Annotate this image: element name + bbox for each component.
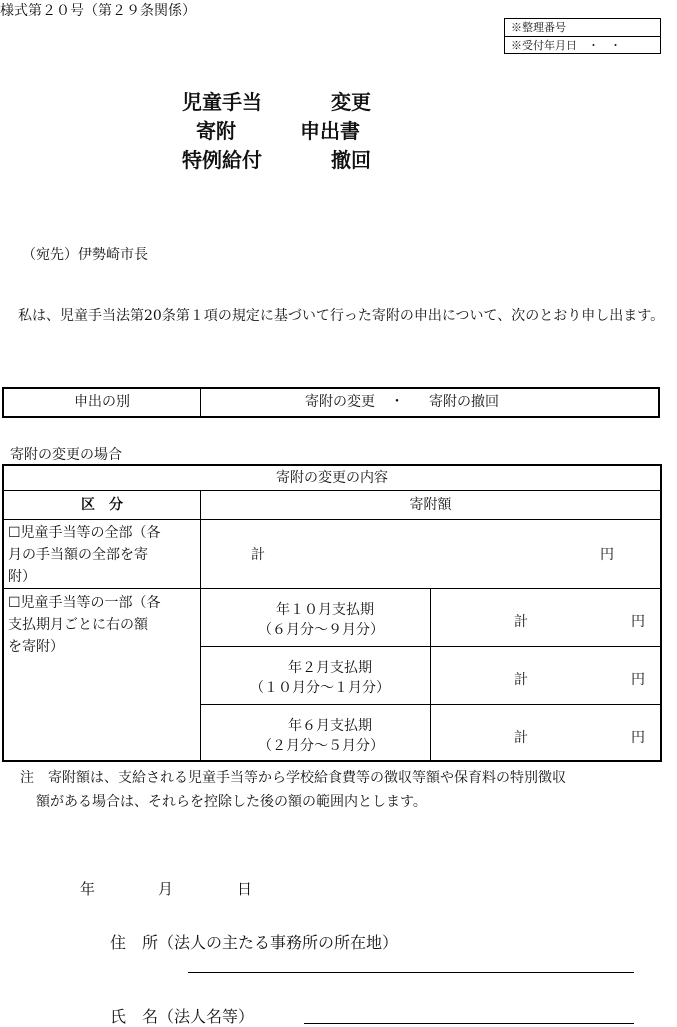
june-total-label: 計 xyxy=(514,730,528,746)
october-yen-unit: 円 xyxy=(631,614,645,630)
column-amount: 寄附額 xyxy=(409,497,452,513)
option-withdraw[interactable]: 寄附の撤回 xyxy=(429,394,499,410)
section-label: 寄附の変更の場合 xyxy=(10,447,122,463)
title-donation: 寄附 xyxy=(196,119,236,143)
title-child-allowance: 児童手当 xyxy=(182,90,262,114)
period-october: 年１０月支払期 （６月分～９月分） xyxy=(258,602,384,638)
date-month: 月 xyxy=(158,880,174,898)
note-line-2: 額がある場合は、それらを控除した後の額の範囲内とします。 xyxy=(36,794,427,810)
option-separator: ・ xyxy=(390,394,404,410)
all-yen-unit: 円 xyxy=(600,547,614,563)
period-june: 年６月支払期 （２月分～５月分） xyxy=(258,718,384,754)
change-content-table xyxy=(2,464,662,762)
title-withdrawal: 撤回 xyxy=(331,148,371,172)
category-partial[interactable]: ☐児童手当等の一部（各 支払期月ごとに右の額 を寄附） xyxy=(8,595,161,655)
all-total-label: 計 xyxy=(251,547,265,563)
table-header: 寄附の変更の内容 xyxy=(276,470,388,486)
date-year: 年 xyxy=(80,880,96,898)
february-total-label: 計 xyxy=(514,672,528,688)
name-line[interactable] xyxy=(304,1023,634,1024)
column-category: 区 分 xyxy=(81,497,123,513)
address-label: 住 所（法人の主たる事務所の所在地） xyxy=(110,933,399,952)
note-line-1: 注 寄附額は、支給される児童手当等から学校給食費等の徴収等額や保育料の特別徴収 xyxy=(20,770,566,786)
application-type-options xyxy=(201,389,658,416)
name-label: 氏 名（法人名等） xyxy=(110,1007,255,1026)
june-yen-unit: 円 xyxy=(631,730,645,746)
title-change: 変更 xyxy=(331,90,371,114)
title-special-benefit: 特例給付 xyxy=(182,148,262,172)
period-february: 年２月支払期 （１０月分～１月分） xyxy=(250,660,390,696)
application-type-table xyxy=(2,387,660,418)
address-line[interactable] xyxy=(188,972,634,973)
form-number: 様式第２０号（第２９条関係） xyxy=(0,3,196,19)
date-day: 日 xyxy=(237,880,253,898)
reference-number-field: ※整理番号 xyxy=(511,21,566,34)
addressee: （宛先）伊勢崎市長 xyxy=(22,247,148,263)
october-total-label: 計 xyxy=(514,614,528,630)
category-all[interactable]: ☐児童手当等の全部（各 月の手当額の全部を寄 附） xyxy=(8,525,161,585)
application-type-label: 申出の別 xyxy=(4,389,201,416)
reference-box xyxy=(504,18,661,54)
option-change[interactable]: 寄附の変更 xyxy=(305,394,375,410)
reception-date-field: ※受付年月日 ・ ・ xyxy=(505,36,660,54)
title-application: 申出書 xyxy=(300,119,360,143)
intro-text: 私は、児童手当法第20条第１項の規定に基づいて行った寄附の申出について、次のとおり申し出ます。 xyxy=(18,308,665,324)
note xyxy=(20,766,670,814)
february-yen-unit: 円 xyxy=(631,672,645,688)
